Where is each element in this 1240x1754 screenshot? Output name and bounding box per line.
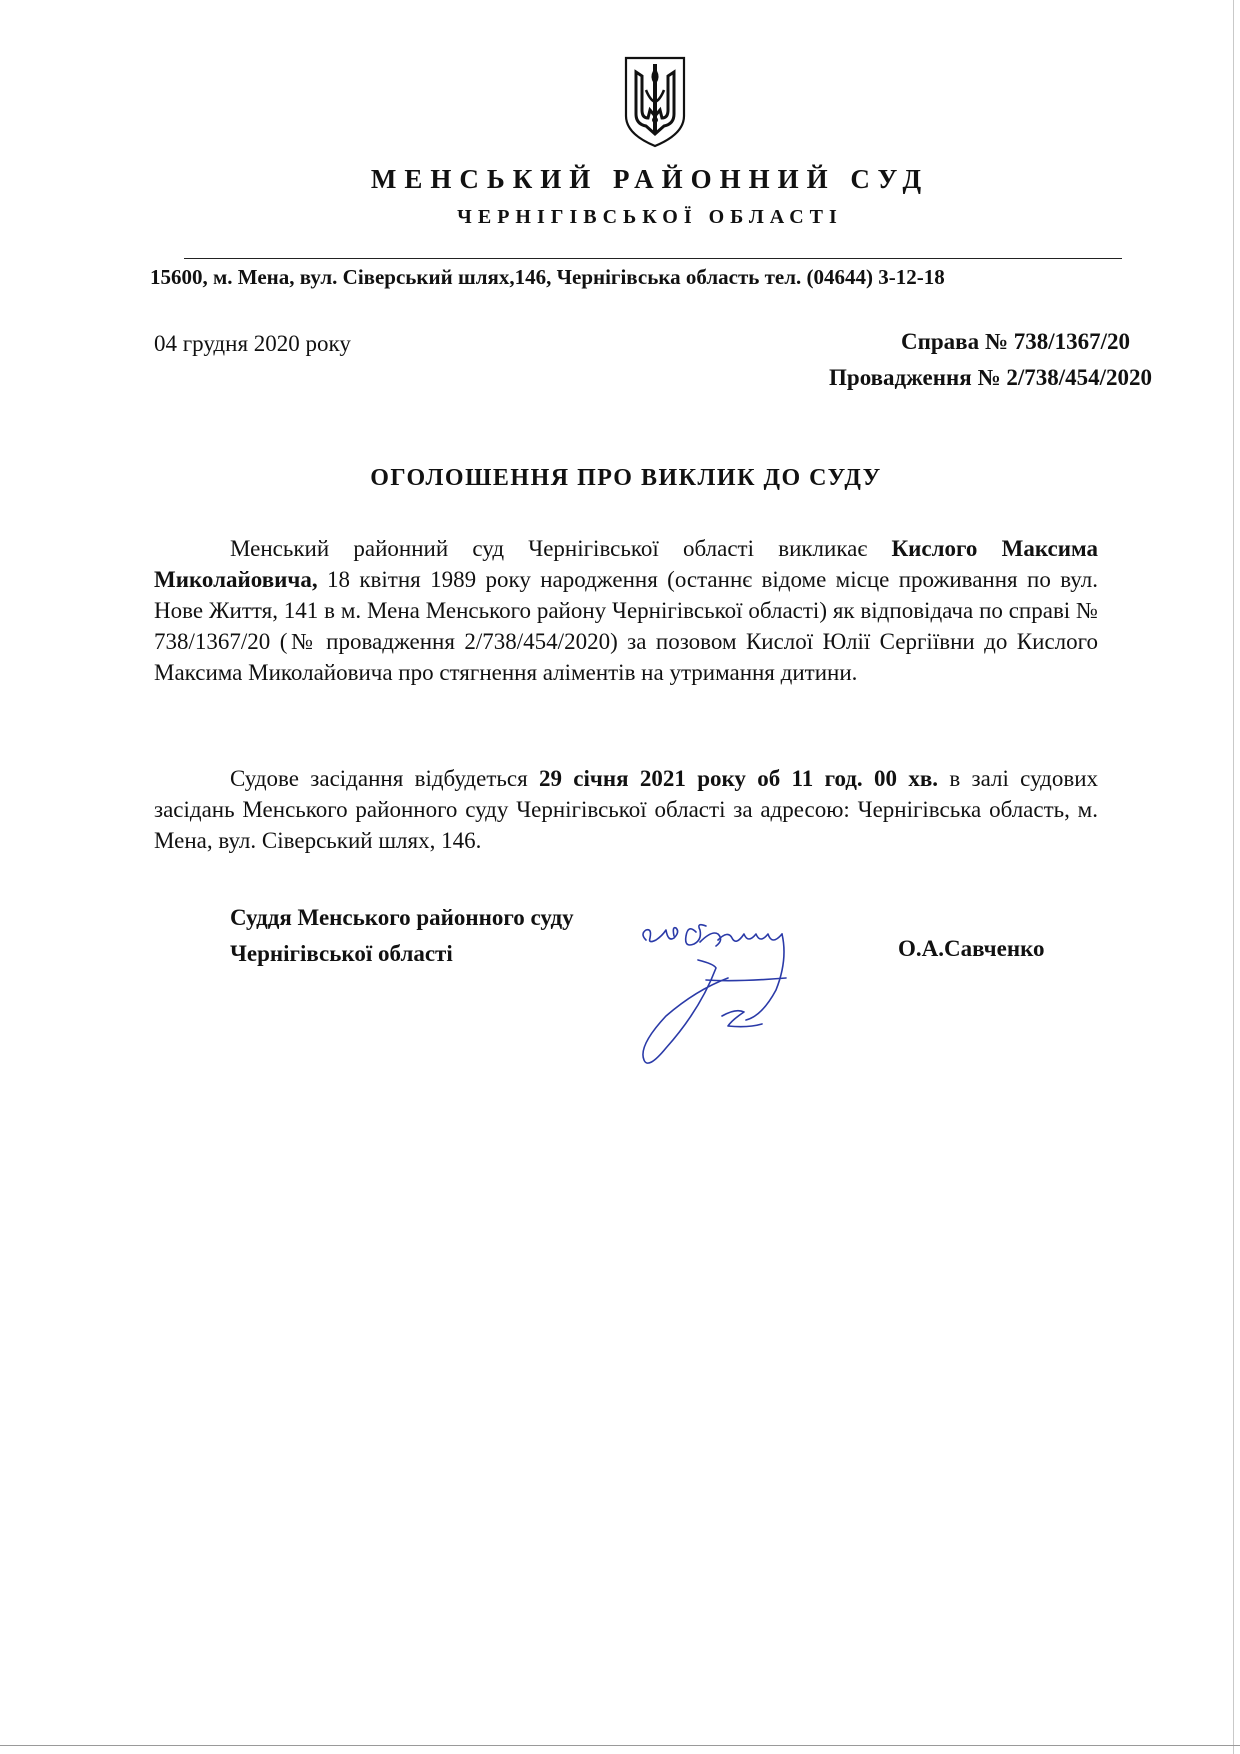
document-date: 04 грудня 2020 року [154,331,351,356]
hearing-lead: Судове засідання відбудеться [230,766,539,791]
hearing-paragraph [154,763,1098,856]
page-edge-right [1233,0,1234,1754]
header-divider [184,258,1122,259]
judge-name: О.А.Савченко [898,936,1045,961]
page-edge-bottom [0,1745,1240,1746]
summons-lead: Менський районний суд Чернігівської області викликає [230,536,892,561]
summons-details: 18 квітня 1989 року народження (останнє відоме місце проживання по вул. Нове Життя, 141 в м. Мена Менського району Чернігівської області) як відповідача по справі № 738/1367/20 (№ провадження 2/738/454/2020) за позовом Кислої Юлії Сергіївни до Кислого Максима Миколайовича про стягнення аліментів на утримання дитини. [154,567,1098,685]
judge-position [230,900,574,972]
case-number: Справа № 738/1367/20 [901,329,1130,354]
judge-position-line2: Чернігівської області [230,941,453,966]
hearing-datetime: 29 січня 2021 року об 11 год. 00 хв. [538,766,938,791]
court-name: МЕНСЬКИЙ РАЙОННИЙ СУД [370,164,930,194]
hearing-location: в залі судових засідань Менського районного суду Чернігівської області за адресою: Чернігівська область, м. Мена, вул. Сіверський шлях, 146. [154,766,1098,853]
summons-paragraph [154,533,1098,688]
ukraine-trident-emblem-icon [622,54,688,148]
proceeding-number: Провадження № 2/738/454/2020 [829,365,1152,390]
handwritten-signature [636,920,886,1080]
defendant-name: Кислого Максима Миколайовича, [154,536,1098,592]
court-region: ЧЕРНІГІВСЬКОЇ ОБЛАСТІ [457,206,843,228]
document-title: ОГОЛОШЕННЯ ПРО ВИКЛИК ДО СУДУ [370,465,882,491]
court-address: 15600, м. Мена, вул. Сіверський шлях,146, Чернігівська область тел. (04644) 3-12-18 [150,265,945,289]
judge-position-line1: Суддя Менського районного суду [230,905,574,930]
